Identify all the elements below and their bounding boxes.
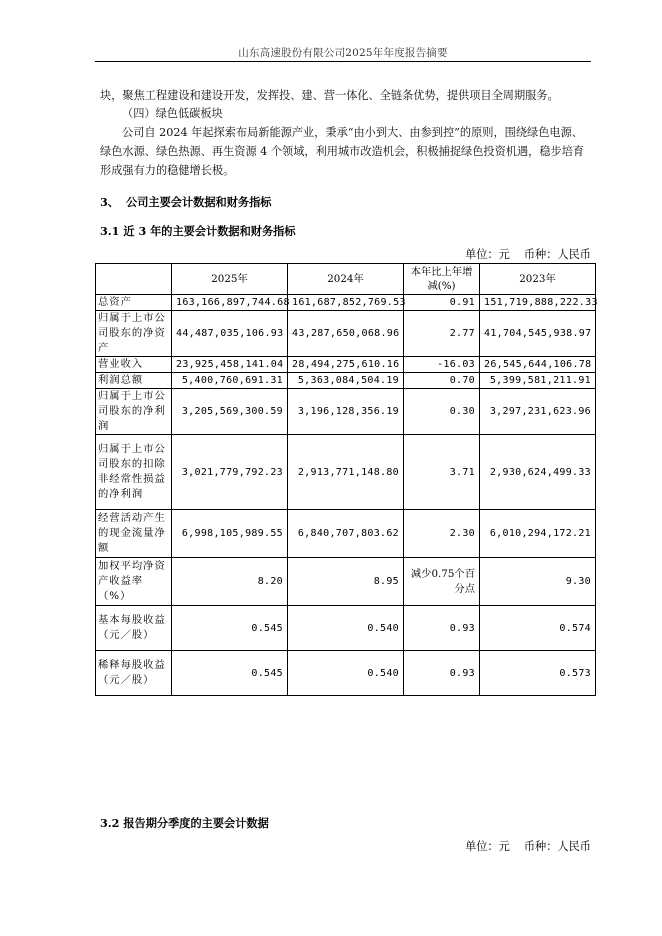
cell-change: 0.93 — [404, 606, 480, 651]
cell-change: -16.03 — [404, 357, 480, 373]
table-row — [96, 435, 596, 510]
cell-2023: 0.574 — [480, 606, 596, 651]
paragraph-green-low-carbon: 公司自 2024 年起探索布局新能源产业，秉承“由小到大、由参到控”的原则，围绕绿色电源、绿色水源、绿色热源、再生资源 4 个领域，利用城市改造机会，积极捕捉绿色投资机遇，稳步培育形成强有力的稳健增长极。 — [100, 126, 585, 177]
cell-2025: 8.20 — [172, 558, 288, 606]
header-cell-blank — [96, 264, 172, 295]
header-cell-change: 本年比上年增减(%) — [404, 264, 480, 295]
cell-2024: 43,287,650,068.96 — [288, 311, 404, 357]
row-label: 基本每股收益（元／股） — [96, 606, 172, 651]
cell-change: 3.71 — [404, 435, 480, 510]
table-row — [96, 357, 596, 373]
unit-line-3-1 — [465, 246, 591, 262]
cell-2024: 2,913,771,148.80 — [288, 435, 404, 510]
header-cell-2024: 2024年 — [288, 264, 404, 295]
row-label: 加权平均净资产收益率（%） — [96, 558, 172, 606]
row-label: 归属于上市公司股东的净利润 — [96, 389, 172, 435]
financial-indicators-table — [95, 263, 596, 696]
cell-2025: 163,166,897,744.68 — [172, 295, 288, 311]
cell-2023: 2,930,624,499.33 — [480, 435, 596, 510]
table-row — [96, 606, 596, 651]
currency-label: 币种：人民币 — [523, 248, 591, 261]
row-label: 稀释每股收益（元／股） — [96, 651, 172, 696]
cell-2023: 3,297,231,623.96 — [480, 389, 596, 435]
unit-label: 单位：元 — [465, 248, 510, 261]
header-cell-2023: 2023年 — [480, 264, 596, 295]
cell-2023: 151,719,888,222.33 — [480, 295, 596, 311]
cell-2023: 26,545,644,106.78 — [480, 357, 596, 373]
subheading-green-low-carbon: （四）绿色低碳板块 — [122, 107, 223, 120]
cell-2024: 8.95 — [288, 558, 404, 606]
cell-change: 2.77 — [404, 311, 480, 357]
cell-change: 0.30 — [404, 389, 480, 435]
table-header-row — [96, 264, 596, 295]
cell-change: 减少0.75个百分点 — [404, 558, 480, 606]
cell-2025: 0.545 — [172, 606, 288, 651]
cell-change: 0.91 — [404, 295, 480, 311]
cell-2025: 3,021,779,792.23 — [172, 435, 288, 510]
cell-2024: 3,196,128,356.19 — [288, 389, 404, 435]
table-row — [96, 651, 596, 696]
cell-change: 0.70 — [404, 373, 480, 389]
unit-line-3-2 — [465, 838, 591, 854]
header-cell-2025: 2025年 — [172, 264, 288, 295]
cell-2024: 0.540 — [288, 651, 404, 696]
section-heading-3 — [100, 194, 271, 210]
cell-2023: 41,704,545,938.97 — [480, 311, 596, 357]
cell-2025: 44,487,035,106.93 — [172, 311, 288, 357]
subsection-heading-3-1: 3.1 近 3 年的主要会计数据和财务指标 — [100, 224, 296, 238]
section-title: 公司主要会计数据和财务指标 — [126, 195, 272, 209]
table-row — [96, 311, 596, 357]
header-divider — [95, 61, 591, 62]
table-row — [96, 558, 596, 606]
cell-2024: 28,494,275,610.16 — [288, 357, 404, 373]
row-label: 经营活动产生的现金流量净额 — [96, 510, 172, 558]
page-header: 山东高速股份有限公司2025年年度报告摘要 — [238, 47, 448, 59]
cell-2024: 6,840,707,803.62 — [288, 510, 404, 558]
cell-change: 2.30 — [404, 510, 480, 558]
cell-2023: 0.573 — [480, 651, 596, 696]
cell-2025: 3,205,569,300.59 — [172, 389, 288, 435]
cell-2023: 9.30 — [480, 558, 596, 606]
cell-2025: 23,925,458,141.04 — [172, 357, 288, 373]
cell-2023: 6,010,294,172.21 — [480, 510, 596, 558]
cell-2025: 6,998,105,989.55 — [172, 510, 288, 558]
cell-2024: 161,687,852,769.53 — [288, 295, 404, 311]
row-label: 归属于上市公司股东的净资产 — [96, 311, 172, 357]
table-row — [96, 389, 596, 435]
subsection-heading-3-2: 3.2 报告期分季度的主要会计数据 — [100, 816, 269, 830]
currency-label: 币种：人民币 — [523, 840, 591, 853]
table-row — [96, 510, 596, 558]
row-label: 利润总额 — [96, 373, 172, 389]
cell-2024: 0.540 — [288, 606, 404, 651]
table-row — [96, 373, 596, 389]
table-row — [96, 295, 596, 311]
cell-2025: 5,400,760,691.31 — [172, 373, 288, 389]
cell-2025: 0.545 — [172, 651, 288, 696]
row-label: 营业收入 — [96, 357, 172, 373]
paragraph-intro: 块，聚焦工程建设和建设开发，发挥投、建、营一体化、全链条优势，提供项目全周期服务。 — [100, 89, 559, 102]
cell-2023: 5,399,581,211.91 — [480, 373, 596, 389]
row-label: 归属于上市公司股东的扣除非经常性损益的净利润 — [96, 435, 172, 510]
unit-label: 单位：元 — [465, 840, 510, 853]
row-label: 总资产 — [96, 295, 172, 311]
cell-change: 0.93 — [404, 651, 480, 696]
cell-2024: 5,363,084,504.19 — [288, 373, 404, 389]
section-number: 3、 — [100, 195, 119, 209]
